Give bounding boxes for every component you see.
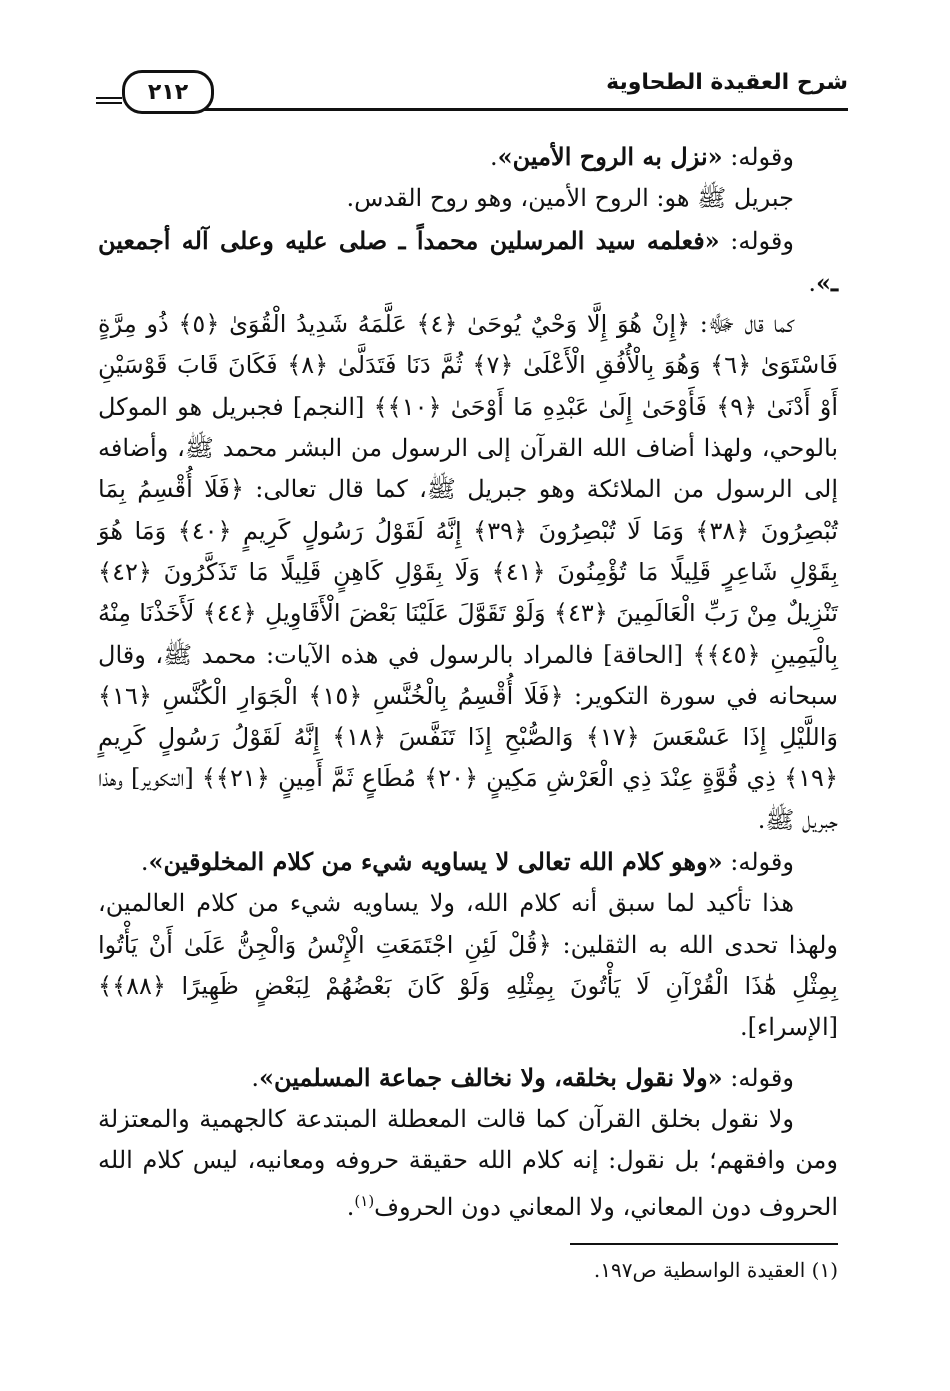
commentary-text: كما قال ﷻ: xyxy=(690,310,794,339)
footnote-divider xyxy=(570,1243,838,1245)
page-body xyxy=(98,136,838,1229)
paragraph-6 xyxy=(98,883,838,1048)
quran-verse: ﴿إِنْ هُوَ إِلَّا وَحْيٌ يُوحَىٰ ﴿٤﴾ عَلَّمَهُ شَدِيدُ الْقُوَىٰ ﴿٥﴾ ذُو مِرَّةٍ فَاسْتَوَىٰ ﴿٦﴾ وَهُوَ بِالْأُفُقِ الْأَعْلَىٰ ﴿٧﴾ ثُمَّ دَنَا فَتَدَلَّىٰ ﴿٨﴾ فَكَانَ قَابَ قَوْسَيْنِ أَوْ أَدْنَىٰ ﴿٩﴾ فَأَوْحَىٰ إِلَىٰ عَبْدِهِ مَا أَوْحَىٰ ﴿١٠﴾﴾ xyxy=(98,310,839,421)
quran-verse: ﴿فَلَا أُقْسِمُ بِمَا تُبْصِرُونَ ﴿٣٨﴾ وَمَا لَا تُبْصِرُونَ ﴿٣٩﴾ إِنَّهُ لَقَوْلُ رَسُولٍ كَرِيمٍ ﴿٤٠﴾ وَمَا هُوَ بِقَوْلِ شَاعِرٍ قَلِيلًا مَا تُؤْمِنُونَ ﴿٤١﴾ وَلَا بِقَوْلِ كَاهِنٍ قَلِيلًا مَا تَذَكَّرُونَ ﴿٤٢﴾ تَنْزِيلٌ مِنْ رَبِّ الْعَالَمِينَ ﴿٤٣﴾ وَلَوْ تَقَوَّلَ عَلَيْنَا بَعْضَ الْأَقَاوِيلِ ﴿٤٤﴾ لَأَخَذْنَا مِنْهُ بِالْيَمِينِ ﴿٤٥﴾﴾ xyxy=(98,475,839,669)
paragraph-3 xyxy=(98,220,838,305)
footnote-ref: (١) xyxy=(354,1192,375,1211)
quran-verse: ﴿قُلْ لَئِنِ اجْتَمَعَتِ الْإِنْسُ وَالْجِنُّ عَلَىٰ أَنْ يَأْتُوا بِمِثْلِ هَٰذَا الْقُرْآنِ لَا يَأْتُونَ بِمِثْلِهِ وَلَوْ كَانَ بَعْضُهُمْ لِبَعْضٍ ظَهِيرًا ﴿٨٨﴾﴾ xyxy=(98,930,838,1000)
header-rule xyxy=(156,108,848,111)
quote-prefix: وقوله: xyxy=(722,1063,794,1092)
punct: . xyxy=(346,1193,355,1222)
commentary-text: [الإسراء]. xyxy=(739,1013,838,1042)
page-number: ٢١٢ xyxy=(122,70,214,114)
running-title: شرح العقيدة الطحاوية xyxy=(606,70,848,95)
paragraph-7 xyxy=(98,1057,838,1099)
paragraph-2: جبريل ﷺ هو: الروح الأمين، وهو روح القدس. xyxy=(346,184,794,213)
quote-prefix: وقوله: xyxy=(722,143,794,171)
matn-quote: «ولا نقول بخلقه، ولا نخالف جماعة المسلمين» xyxy=(258,1062,723,1092)
commentary-text: [التكوير] وهذا جبريل ﷺ. xyxy=(98,764,838,834)
paragraph-4 xyxy=(98,304,838,841)
paragraph-8 xyxy=(98,1099,838,1229)
matn-quote: «فعلمه سيد المرسلين محمداً ـ صلى عليه وعلى آله أجمعين ـ» xyxy=(98,225,838,297)
punct: . xyxy=(808,268,816,297)
punct: . xyxy=(490,143,498,171)
quote-prefix: وقوله: xyxy=(719,226,794,255)
footnote: (١) العقيدة الواسطية ص١٩٧. xyxy=(593,1258,838,1282)
punct: . xyxy=(140,848,149,877)
header-rule-left-top xyxy=(96,97,122,99)
header-rule-left-bottom xyxy=(96,102,122,104)
paragraph-5 xyxy=(98,841,838,883)
quran-verse: ﴿فَلَا أُقْسِمُ بِالْخُنَّسِ ﴿١٥﴾ الْجَوَارِ الْكُنَّسِ ﴿١٦﴾ وَاللَّيْلِ إِذَا عَسْعَسَ ﴿١٧﴾ وَالصُّبْحِ إِذَا تَنَفَّسَ ﴿١٨﴾ إِنَّهُ لَقَوْلُ رَسُولٍ كَرِيمٍ ﴿١٩﴾ ذِي قُوَّةٍ عِنْدَ ذِي الْعَرْشِ مَكِينٍ ﴿٢٠﴾ مُطَاعٍ ثَمَّ أَمِينٍ ﴿٢١﴾﴾ xyxy=(98,681,839,793)
commentary-text: [الحاقة] فالمراد بالرسول في هذه الآيات: محمد ﷺ، وقال سبحانه في سورة التكوير: xyxy=(98,640,839,710)
page-header xyxy=(96,66,848,112)
matn-quote: «نزل به الروح الأمين» xyxy=(497,142,723,171)
punct: . xyxy=(251,1063,259,1092)
commentary-text: [النجم] فجبريل هو الموكل بالوحي، ولهذا أضاف الله القرآن إلى الرسول من البشر محمد ﷺ، وأضافه إلى الرسول من الملائكة وهو جبريل ﷺ، كما قال تعالى: xyxy=(98,392,838,504)
matn-quote: «وهو كلام الله تعالى لا يساويه شيء من كلام المخلوقين» xyxy=(148,847,723,877)
commentary-text: هذا تأكيد لما سبق أنه كلام الله، ولا يساويه شيء من كلام العالمين، ولهذا تحدى الله به الثقلين: xyxy=(98,889,839,959)
quote-prefix: وقوله: xyxy=(722,848,794,877)
paragraph-1 xyxy=(98,136,838,178)
commentary-text: ولا نقول بخلق القرآن كما قالت المعطلة المبتدعة كالجهمية والمعتزلة ومن وافقهم؛ بل نقول: إنه كلام الله حقيقة حروفه ومعانيه، ليس كلام الله الحروف دون المعاني، ولا المعاني دون الحروف xyxy=(98,1104,838,1222)
